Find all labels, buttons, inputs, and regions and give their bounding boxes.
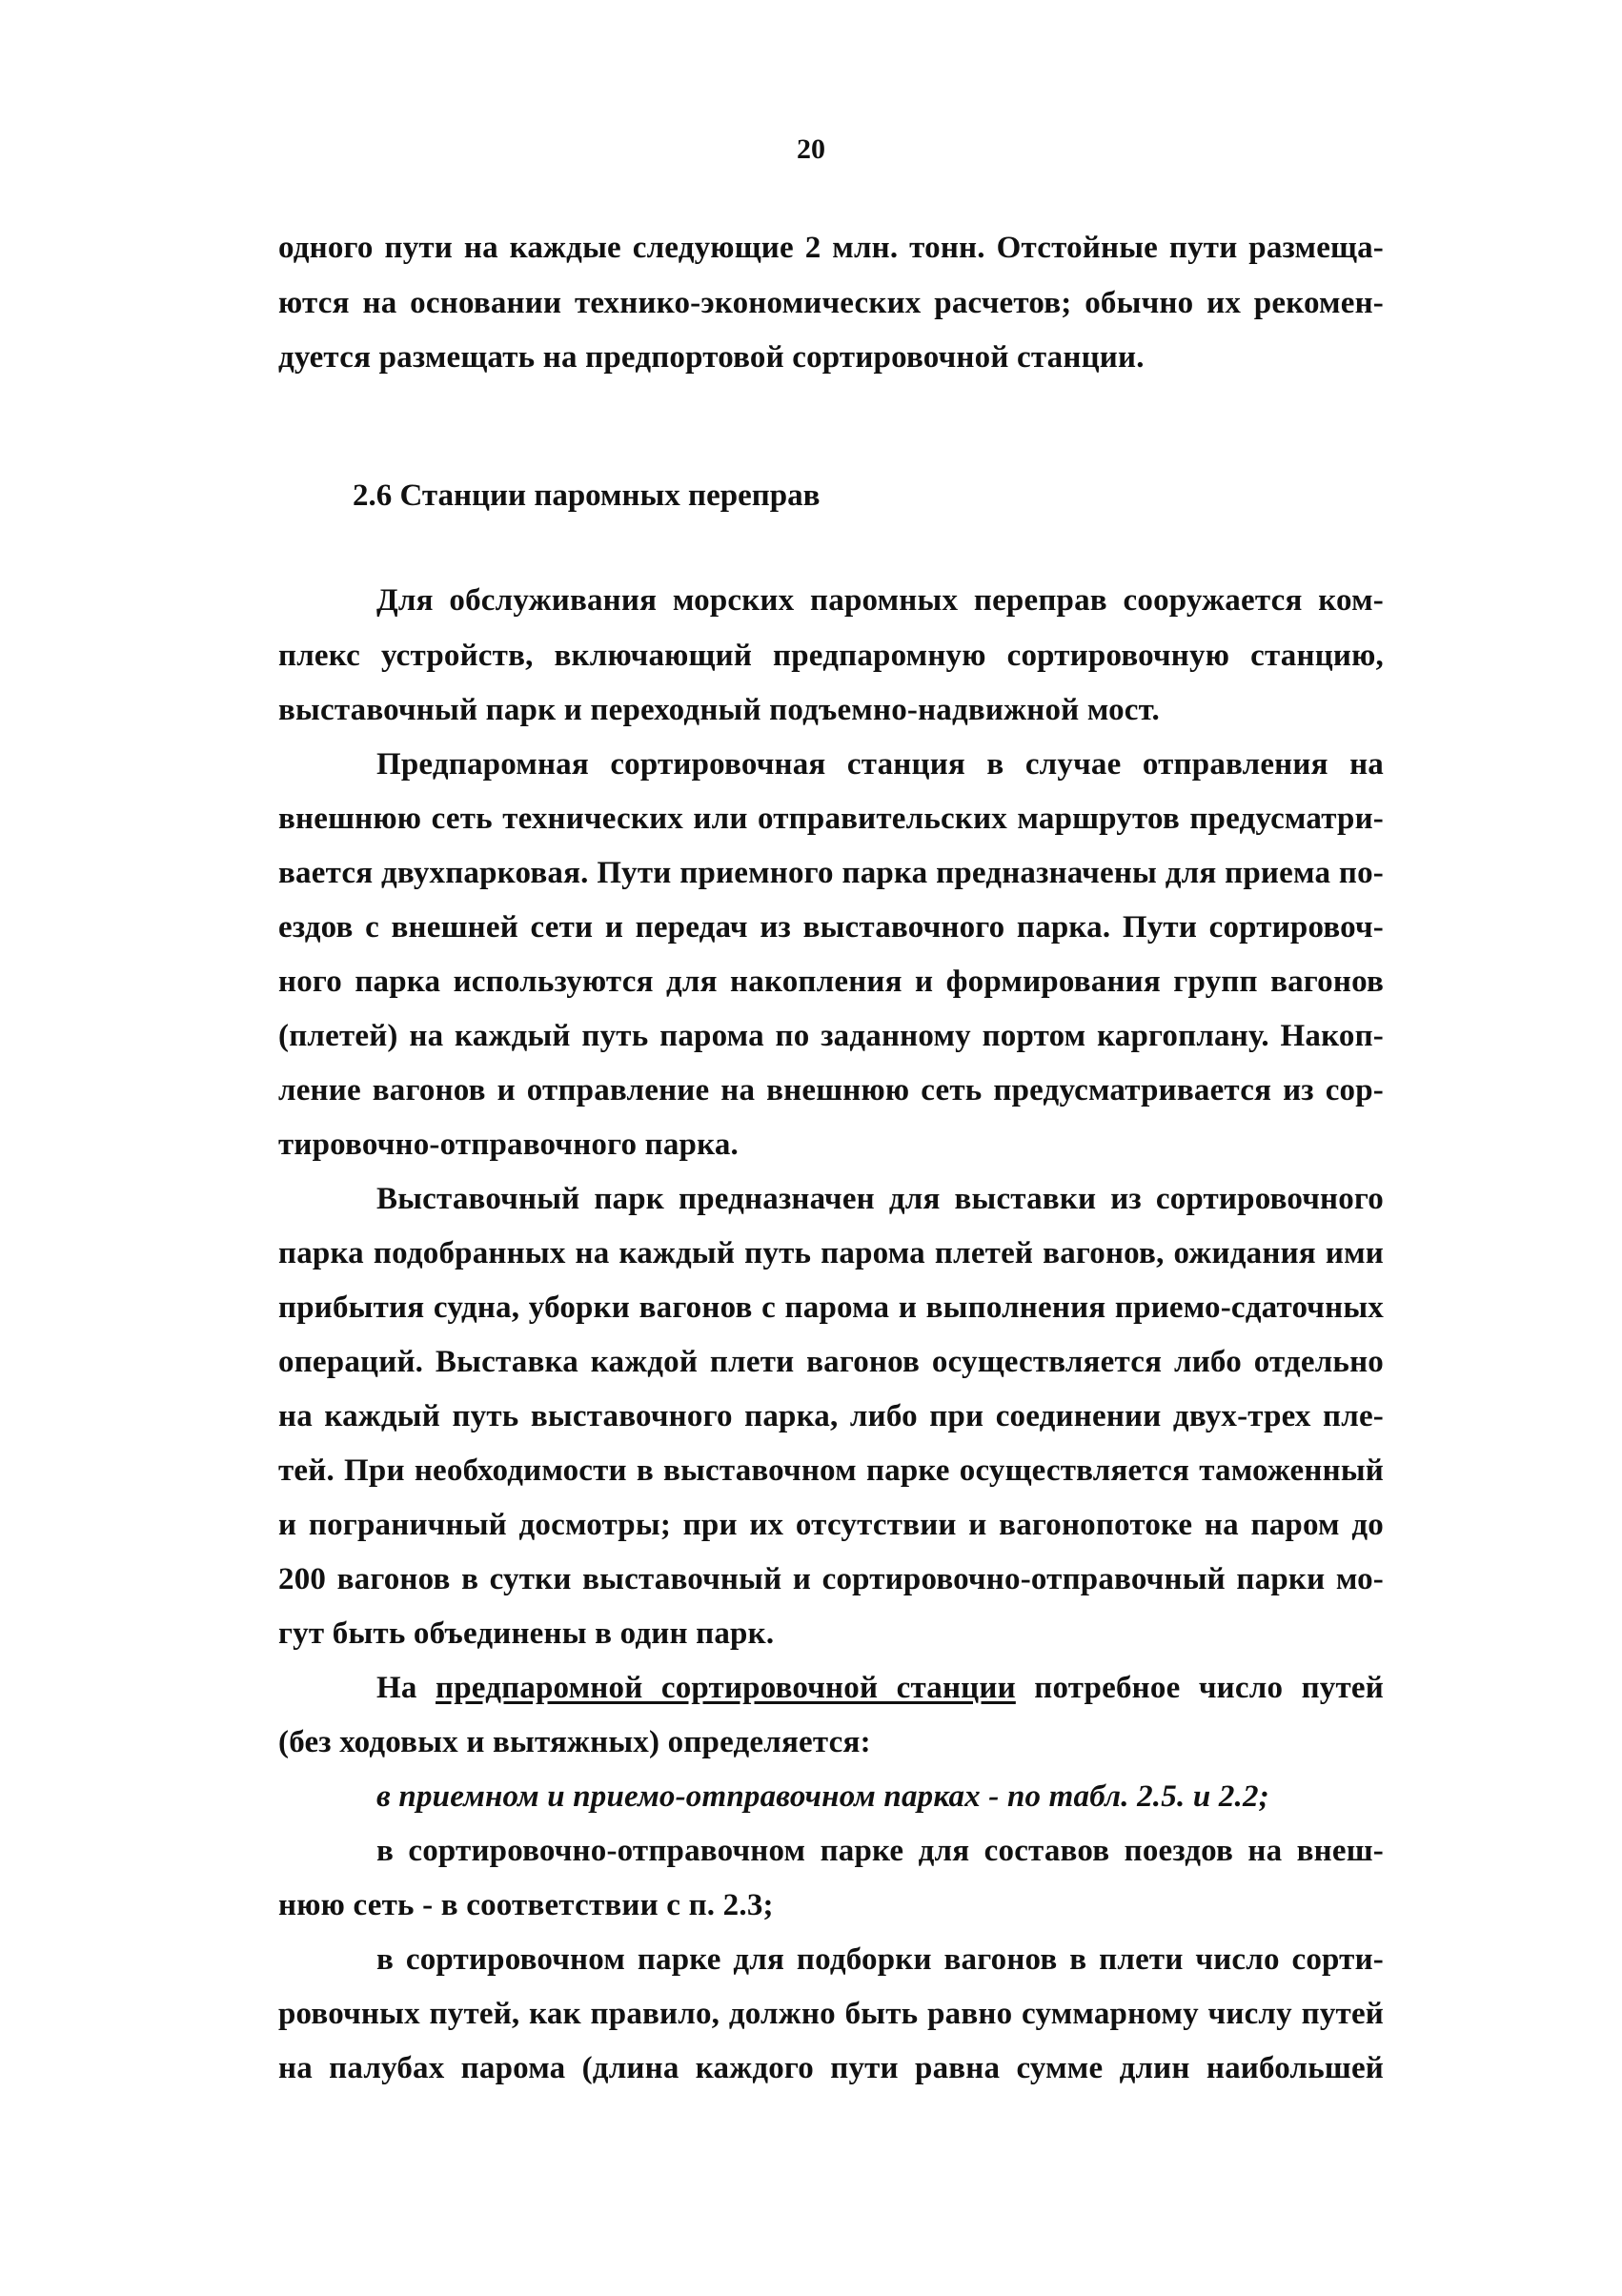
- italic-paragraph-line: в приемном и приемо-отправочном парках - по табл. 2.5. и 2.2;: [376, 1779, 1269, 1814]
- paragraph-line: Для обслуживания морских паромных переправ сооружается ком-: [376, 583, 1384, 618]
- paragraph-line: одного пути на каждые следующие 2 млн. тонн. Отстойные пути размеща-: [278, 231, 1384, 265]
- paragraph-line: ного парка используются для накопления и формирования групп вагонов: [278, 965, 1384, 999]
- paragraph-line: выставочный парк и переходный подъемно-надвижной мост.: [278, 693, 1161, 727]
- paragraph-line: дуется размещать на предпортовой сортировочной станции.: [278, 340, 1145, 375]
- paragraph-line: [376, 1669, 1384, 1707]
- paragraph-line: ровочных путей, как правило, должно быть равно суммарному числу путей: [278, 1997, 1384, 2031]
- paragraph-line: операций. Выставка каждой плети вагонов осуществляется либо отдельно: [278, 1345, 1384, 1379]
- paragraph-line: на каждый путь выставочного парка, либо при соединении двух-трех пле-: [278, 1399, 1384, 1433]
- paragraph-line: (плетей) на каждый путь парома по заданному портом каргоплану. Накоп-: [278, 1019, 1384, 1053]
- underlined-term: предпаромной сортировочной станции: [436, 1671, 1016, 1705]
- paragraph-line: внешнюю сеть технических или отправительских маршрутов предусматри-: [278, 802, 1384, 836]
- text-segment: На: [376, 1671, 436, 1705]
- paragraph-line: Выставочный парк предназначен для выставки из сортировочного: [376, 1182, 1384, 1216]
- paragraph-line: ездов с внешней сети и передач из выставочного парка. Пути сортировоч-: [278, 910, 1384, 945]
- paragraph-line: тировочно-отправочного парка.: [278, 1128, 739, 1162]
- paragraph-line: ление вагонов и отправление на внешнюю сеть предусматривается из сор-: [278, 1073, 1384, 1107]
- paragraph-line: тей. При необходимости в выставочном парке осуществляется таможенный: [278, 1453, 1384, 1488]
- paragraph-line: вается двухпарковая. Пути приемного парка предназначены для приема по-: [278, 856, 1384, 890]
- text-segment: потребное число путей: [1015, 1671, 1384, 1705]
- paragraph-line: в сортировочно-отправочном парке для составов поездов на внеш-: [376, 1834, 1384, 1868]
- paragraph-line: Предпаромная сортировочная станция в случае отправления на: [376, 747, 1384, 782]
- paragraph-line: (без ходовых и вытяжных) определяется:: [278, 1725, 871, 1759]
- paragraph-line: и пограничный досмотры; при их отсутствии и вагонопотоке на паром до: [278, 1508, 1384, 1542]
- section-heading: 2.6 Станции паромных переправ: [353, 478, 821, 513]
- paragraph-line: ются на основании технико-экономических расчетов; обычно их рекомен-: [278, 286, 1384, 320]
- paragraph-line: плекс устройств, включающий предпаромную сортировочную станцию,: [278, 639, 1384, 673]
- page-number: 20: [797, 133, 825, 165]
- paragraph-line: нюю сеть - в соответствии с п. 2.3;: [278, 1888, 774, 1922]
- paragraph-line: гут быть объединены в один парк.: [278, 1616, 775, 1651]
- paragraph-line: прибытия судна, уборки вагонов с парома и выполнения приемо-сдаточных: [278, 1290, 1384, 1325]
- paragraph-line: в сортировочном парке для подборки вагонов в плети число сорти-: [376, 1942, 1384, 1977]
- paragraph-line: 200 вагонов в сутки выставочный и сортировочно-отправочный парки мо-: [278, 1562, 1384, 1596]
- paragraph-line: парка подобранных на каждый путь парома плетей вагонов, ожидания ими: [278, 1236, 1384, 1270]
- paragraph-line: на палубах парома (длина каждого пути равна сумме длин наибольшей: [278, 2051, 1384, 2085]
